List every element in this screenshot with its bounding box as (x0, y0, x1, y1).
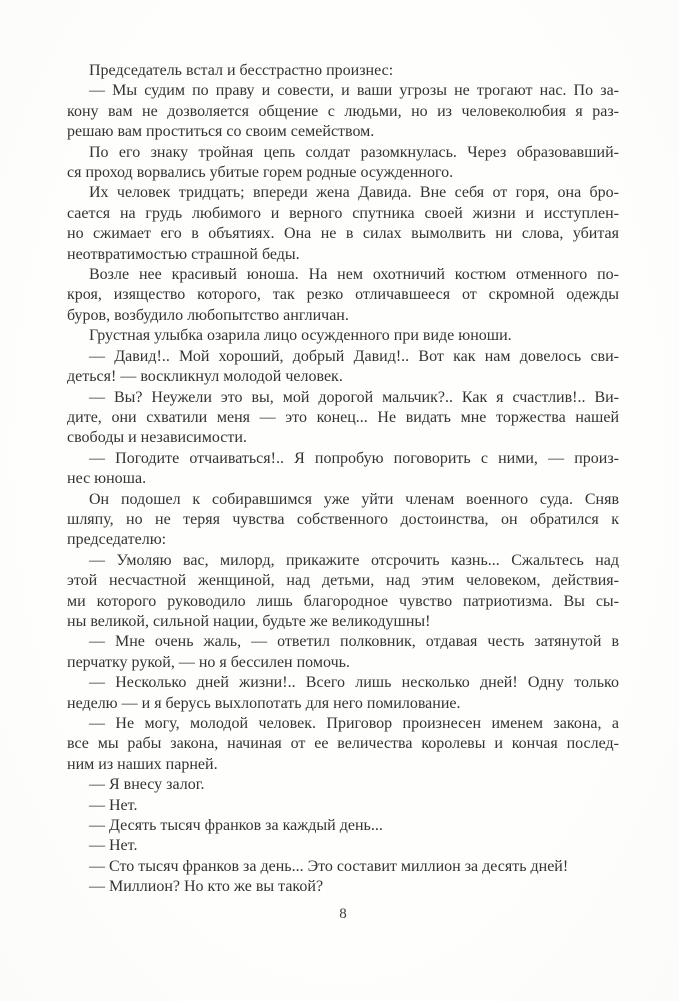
text-line: все мы рабы закона, начиная от ее величества королевы и кончая послед- (67, 735, 619, 753)
text-line: свободы и независимости. (67, 429, 247, 447)
text-line: Их человек тридцать; впереди жена Давида. Вне себя от горя, она бро- (89, 184, 619, 202)
text-line: решаю вам проститься со своим семейством. (67, 123, 375, 141)
text-line: — Не могу, молодой человек. Приговор произнесен именем закона, а (89, 715, 619, 732)
text-line: — Нет. (89, 796, 138, 814)
text-line: По его знаку тройная цепь солдат разомкнулась. Через образовавший- (89, 143, 619, 161)
text-line: Председатель встал и бесстрастно произнес: (89, 62, 394, 79)
text-line: Возле нее красивый юноша. На нем охотничий костюм отменного по- (89, 266, 619, 284)
paragraph (67, 449, 619, 490)
paragraph (67, 551, 619, 633)
paragraph (67, 143, 619, 184)
text-line: кроя, изящество которого, так резко отличавшееся от скромной одежды (67, 286, 619, 304)
text-line: председателю: (67, 531, 167, 549)
paragraph (67, 347, 619, 388)
text-line: — Мы судим по праву и совести, и ваши угрозы не трогают нас. По за- (89, 82, 619, 100)
paragraph (67, 877, 619, 897)
paragraph (67, 775, 619, 795)
text-line: — Давид!.. Мой хороший, добрый Давид!.. Вот как нам довелось сви- (89, 347, 619, 365)
text-line: — Миллион? Но кто же вы такой? (89, 878, 324, 896)
paragraph (67, 816, 619, 836)
text-line: — Вы? Неужели это вы, мой дорогой мальчик?.. Как я счастлив!.. Ви- (89, 388, 619, 406)
text-line: деться! — воскликнул молодой человек. (67, 368, 343, 386)
text-line: перчатку рукой, — но я бессилен помочь. (67, 653, 350, 671)
text-line: — Десять тысяч франков за каждый день... (89, 817, 383, 835)
text-line: — Нет. (89, 837, 138, 855)
text-line: этой несчастной женщиной, над детьми, над этим человеком, действия- (67, 572, 619, 590)
text-line: неотвратимостью страшной беды. (67, 245, 300, 263)
text-line: — Сто тысяч франков за день... Это составит миллион за десять дней! (89, 857, 569, 875)
text-line: дите, они схватили меня — это конец... Не видать мне торжества нашей (67, 408, 619, 426)
paragraph (67, 81, 619, 142)
text-line: сается на грудь любимого и верного спутника своей жизни и исступлен- (67, 204, 619, 222)
text-line: Грустная улыбка озарила лицо осужденного при виде юноши. (89, 327, 512, 345)
page-number: 8 (339, 906, 347, 922)
text-line: ним из наших парней. (67, 755, 218, 773)
paragraph (67, 714, 619, 775)
text-line: ся проход ворвались убитые горем родные осужденного. (67, 164, 454, 182)
text-line: ны великой, сильной нации, будьте же великодушны! (67, 612, 431, 630)
paragraph (67, 796, 619, 816)
paragraph (67, 673, 619, 714)
text-line: — Несколько дней жизни!.. Всего лишь несколько дней! Одну только (89, 674, 619, 692)
text-line: Он подошел к собиравшимся уже уйти членам военного суда. Сняв (89, 490, 619, 508)
paragraph (67, 490, 619, 551)
paragraph (67, 326, 619, 346)
text-line: — Умоляю вас, милорд, прикажите отсрочить казнь... Сжальтесь над (89, 551, 619, 569)
text-line: неделю — и я берусь выхлопотать для него помилование. (67, 694, 461, 712)
text-line: — Я внесу залог. (89, 776, 205, 794)
paragraph (67, 857, 619, 877)
text-line: — Мне очень жаль, — ответил полковник, отдавая честь затянутой в (89, 633, 619, 651)
text-line: кону вам не дозволяется общение с людьми, но из человеколюбия я раз- (67, 102, 619, 120)
paragraph (67, 632, 619, 673)
text-line: шляпу, но не теряя чувства собственного достоинства, он обратился к (67, 510, 619, 528)
text-block (67, 61, 619, 898)
text-line: буров, возбудило любопытство англичан. (67, 306, 349, 324)
text-line: ми которого руководило лишь благородное чувство патриотизма. Вы сы- (67, 592, 619, 610)
text-line: нес юноша. (67, 470, 147, 488)
paragraph (67, 183, 619, 265)
text-line: — Погодите отчаиваться!.. Я попробую поговорить с ними, — произ- (89, 449, 619, 467)
paragraph (67, 61, 619, 81)
text-line: но сжимает его в объятиях. Она не в силах вымолвить ни слова, убитая (67, 225, 619, 243)
paragraph (67, 836, 619, 856)
paragraph (67, 388, 619, 449)
paragraph (67, 265, 619, 326)
